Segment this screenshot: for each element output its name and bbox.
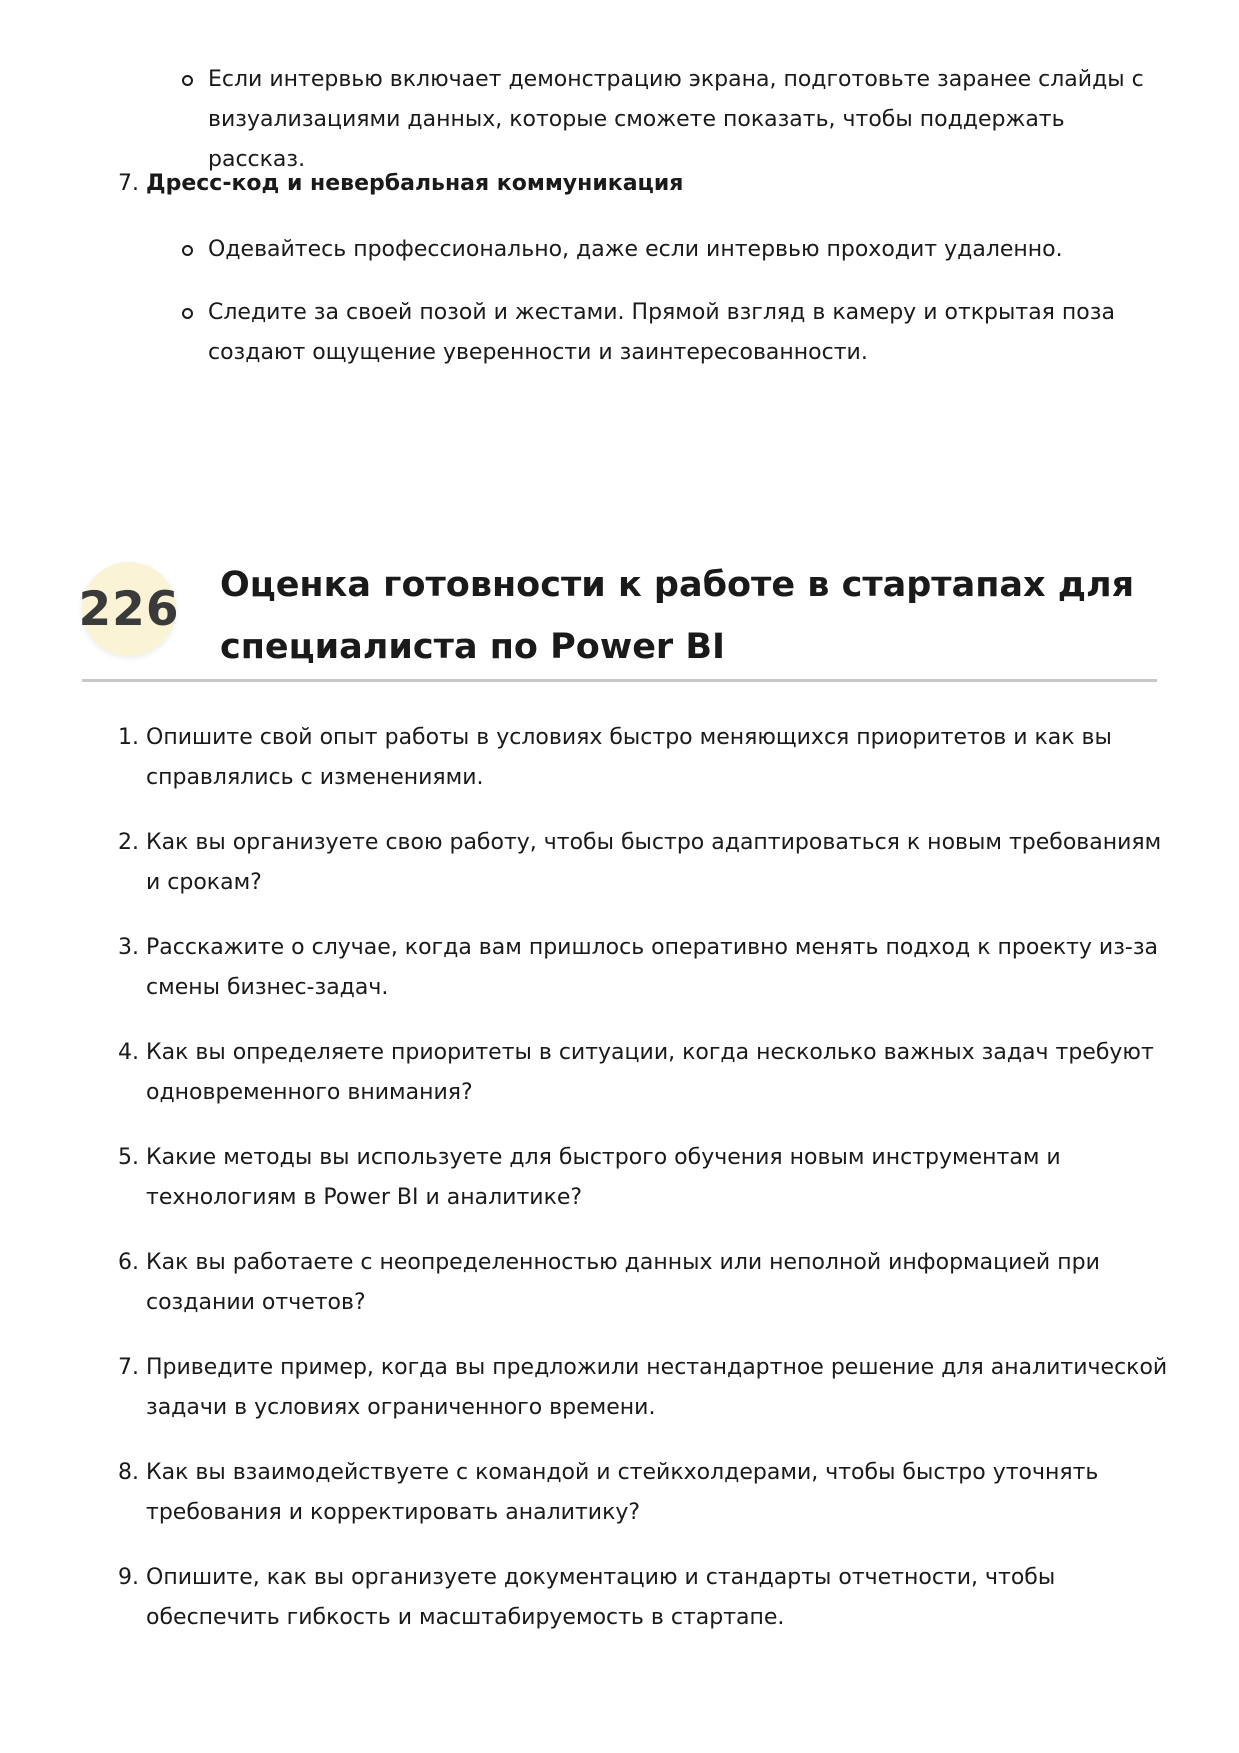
numbered-item-7 (118, 164, 1168, 204)
question-text: Опишите, как вы организуете документацию и стандарты отчетности, чтобы обеспечить гибкость и масштабируемость в стартапе. (146, 1565, 1056, 1630)
list-item (208, 293, 1168, 373)
question-number: 5. (118, 1145, 139, 1170)
question-item (118, 1348, 1168, 1428)
question-text: Опишите свой опыт работы в условиях быстро меняющихся приоритетов и как вы справлялись с изменениями. (146, 725, 1112, 790)
question-number: 4. (118, 1040, 139, 1065)
question-text: Приведите пример, когда вы предложили нестандартное решение для аналитической задачи в условиях ограниченного времени. (146, 1355, 1168, 1420)
question-item (118, 718, 1168, 798)
question-number: 8. (118, 1460, 139, 1485)
section-header (78, 548, 1157, 682)
section-title: Оценка готовности к работе в стартапах для специалиста по Power BI (220, 565, 1135, 667)
continuation-sub-list-item7 (208, 230, 1168, 373)
question-item (118, 823, 1168, 903)
continuation-sub-list-top (208, 60, 1168, 180)
question-text: Какие методы вы используете для быстрого обучения новым инструментам и технологиям в Power BI и аналитике? (146, 1145, 1061, 1210)
question-item (118, 1033, 1168, 1113)
question-item (118, 1453, 1168, 1533)
list-item (208, 230, 1168, 270)
questions-list (118, 718, 1168, 1663)
question-item (118, 1138, 1168, 1218)
question-number: 6. (118, 1250, 139, 1275)
question-item (118, 928, 1168, 1008)
list-item-text: Одевайтесь профессионально, даже если интервью проходит удаленно. (208, 237, 1063, 262)
question-number: 1. (118, 725, 139, 750)
item-number: 7. (118, 171, 139, 196)
question-number: 9. (118, 1565, 139, 1590)
question-number: 7. (118, 1355, 139, 1380)
question-number: 2. (118, 830, 139, 855)
list-item (208, 60, 1168, 180)
question-number: 3. (118, 935, 139, 960)
list-item-text: Если интервью включает демонстрацию экрана, подготовьте заранее слайды с визуализациями данных, которые сможете показать, чтобы поддержать рассказ. (208, 67, 1144, 172)
question-text: Как вы определяете приоритеты в ситуации, когда несколько важных задач требуют одновременного внимания? (146, 1040, 1154, 1105)
section-number-badge: 226 (82, 562, 176, 656)
question-text: Расскажите о случае, когда вам пришлось оперативно менять подход к проекту из-за смены бизнес-задач. (146, 935, 1159, 1000)
question-text: Как вы взаимодействуете с командой и стейкхолдерами, чтобы быстро уточнять требования и корректировать аналитику? (146, 1460, 1099, 1525)
list-item-text: Следите за своей позой и жестами. Прямой взгляд в камеру и открытая поза создают ощущение уверенности и заинтересованности. (208, 300, 1115, 365)
question-item (118, 1243, 1168, 1323)
question-text: Как вы работаете с неопределенностью данных или неполной информацией при создании отчетов? (146, 1250, 1100, 1315)
question-item (118, 1558, 1168, 1638)
item-heading: Дресс-код и невербальная коммуникация (146, 171, 684, 196)
question-text: Как вы организуете свою работу, чтобы быстро адаптироваться к новым требованиям и срокам? (146, 830, 1162, 895)
